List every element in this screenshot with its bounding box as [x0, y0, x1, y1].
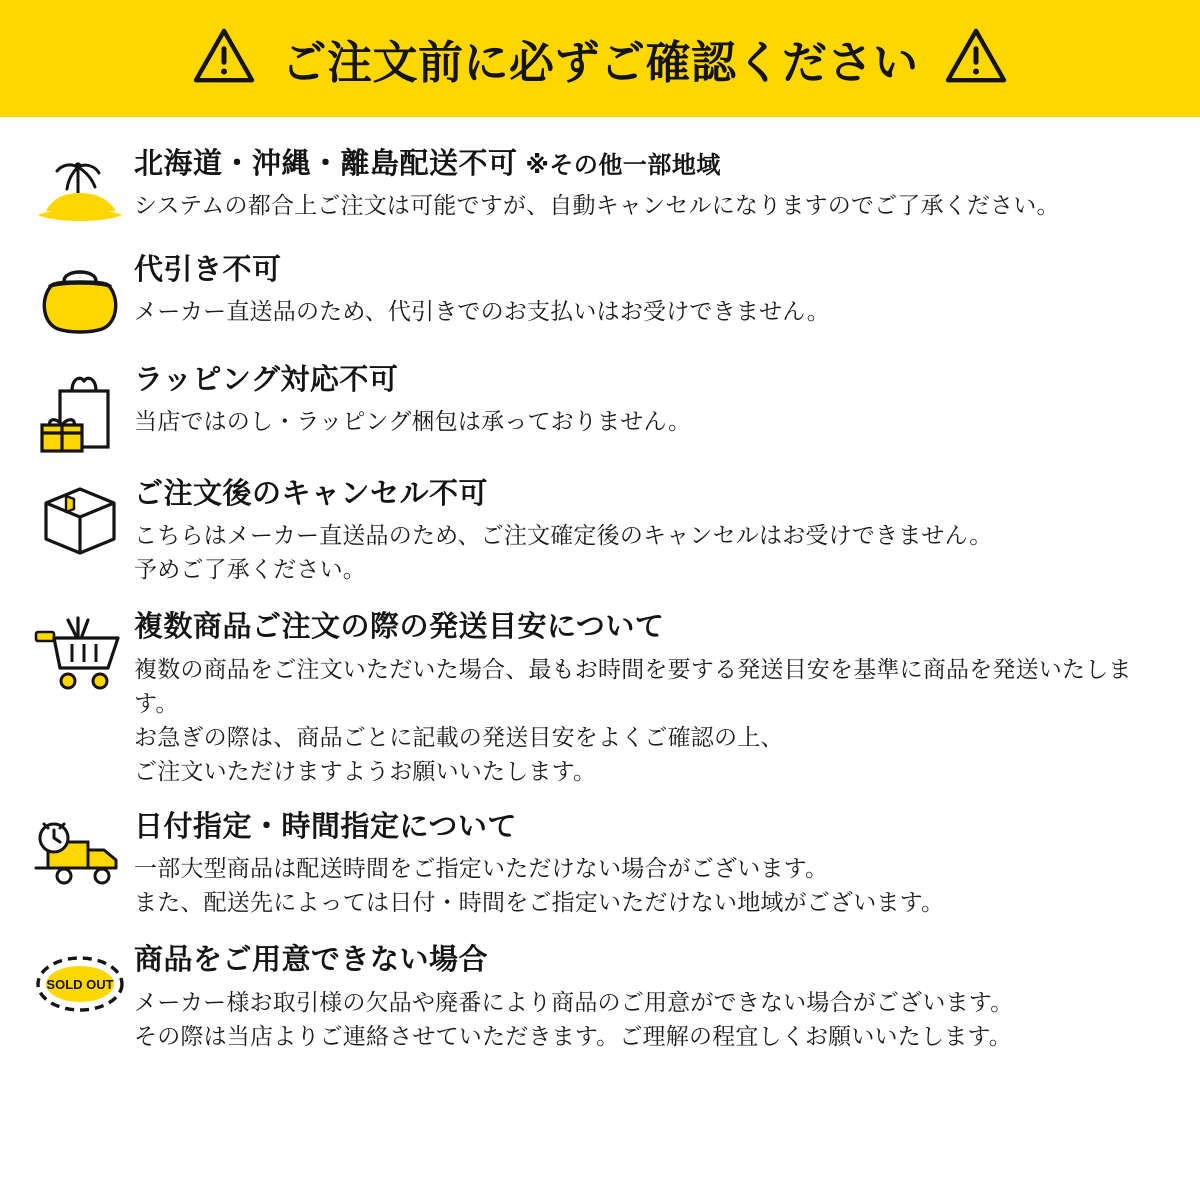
header-banner — [0, 0, 1200, 117]
notice-list — [0, 117, 1200, 1053]
notice-title: 代引き不可 — [134, 254, 282, 286]
notice-body — [132, 943, 1170, 1052]
notice-title: 北海道・沖縄・離島配送不可 ※その他一部地域 — [134, 148, 721, 180]
notice-item — [0, 810, 1200, 919]
notice-body — [132, 363, 1170, 438]
notice-item — [0, 610, 1200, 788]
notice-item — [0, 363, 1200, 453]
notice-title: 日付指定・時間指定について — [134, 810, 517, 843]
notice-line: 複数の商品をご注文いただいた場合、最もお時間を要する発送目安を基準に商品を発送いたします。 — [134, 655, 1132, 716]
notice-line: 一部大型商品は配送時間をご指定いただけない場合がございます。 — [134, 855, 829, 882]
notice-line: お急ぎの際は、商品ごとに記載の発送目安をよくご確認の上、 — [134, 723, 784, 750]
notice-line: こちらはメーカー直送品のため、ご注文確定後のキャンセルはお受けできません。 — [134, 522, 993, 549]
notice-body — [132, 477, 1170, 586]
sold-out-label: SOLD OUT — [46, 977, 114, 993]
notice-body — [132, 253, 1170, 328]
notice-line: 当店ではのし・ラッピング梱包は承っておりません。 — [134, 408, 692, 435]
notice-body — [132, 810, 1170, 919]
warning-triangle-icon — [945, 27, 1007, 90]
notice-item — [0, 253, 1200, 339]
notice-line: 予めご了承ください。 — [134, 556, 366, 583]
notice-line: その際は当店よりご連絡させていただきます。ご理解の程宜しくお願いいたします。 — [134, 1022, 1012, 1049]
cardboard-box-icon — [28, 477, 132, 557]
notice-line: メーカー様お取引様の欠品や廃番により商品のご用意ができない場合がございます。 — [134, 988, 1014, 1015]
notice-item — [0, 147, 1200, 231]
notice-item — [0, 477, 1200, 586]
coin-purse-icon — [28, 253, 132, 339]
notice-line: システムの都合上ご注文は可能ですが、自動キャンセルになりますのでご了承ください。 — [134, 192, 1060, 219]
warning-triangle-icon — [193, 27, 255, 90]
notice-line: また、配送先によっては日付・時間をご指定いただけない地域がございます。 — [134, 889, 945, 916]
gift-bag-icon — [28, 363, 132, 453]
island-palm-icon — [28, 147, 132, 231]
notice-item — [0, 943, 1200, 1052]
notice-title: 商品をご用意できない場合 — [134, 944, 489, 977]
page-title: ご注文前に必ずご確認ください — [281, 37, 919, 88]
notice-title: 複数商品ご注文の際の発送目安について — [134, 611, 665, 644]
notice-title-sub: ※その他一部地域 — [525, 152, 721, 179]
sold-out-stamp-icon — [28, 943, 132, 1019]
notice-body — [132, 610, 1170, 788]
notice-title: ラッピング対応不可 — [134, 364, 399, 396]
notice-body — [132, 147, 1170, 222]
notice-line: ご注文いただけますようお願いいたします。 — [134, 757, 597, 784]
notice-line: メーカー直送品のため、代引きでのお支払いはお受けできません。 — [134, 298, 830, 325]
notice-title: ご注文後のキャンセル不可 — [134, 478, 489, 510]
shopping-cart-icon — [28, 610, 132, 694]
delivery-truck-clock-icon — [28, 810, 132, 892]
